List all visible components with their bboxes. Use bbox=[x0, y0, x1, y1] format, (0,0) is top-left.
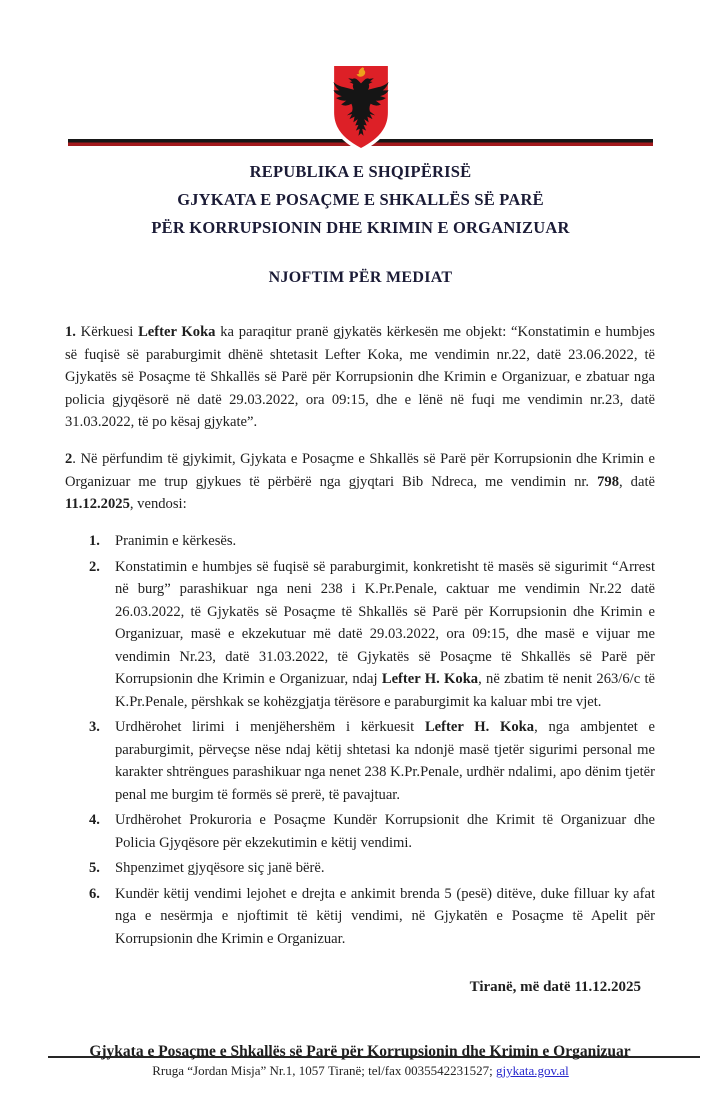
document-body bbox=[0, 321, 721, 1063]
header-line-republic: REPUBLIKA E SHQIPËRISË bbox=[249, 162, 472, 181]
place-date-line: Tiranë, më datë 11.12.2025 bbox=[469, 979, 641, 996]
footer-rule bbox=[48, 1056, 700, 1058]
page-footer bbox=[0, 1056, 721, 1079]
decision-list-item: Urdhërohet lirimi i menjëhershëm i kërkuesit Lefter H. Koka, nga ambjentet e paraburgimit, përveçse nëse ndaj këtij shtetasi ka ndonjë masë tjetër sigurimi personal me karakter shtrëngues parashikuar nga nenet 238 K.Pr.Penale, urdhër ndalimi, apo dënim tjetër penal me burgim të formës së prerë, të pavajtuar. bbox=[115, 719, 655, 803]
albania-coat-of-arms-icon bbox=[329, 62, 393, 152]
court-website-link[interactable]: gjykata.gov.al bbox=[495, 1063, 569, 1078]
decision-list-item: Kundër këtij vendimi lejohet e drejta e ankimit brenda 5 (pesë) ditëve, duke filluar ky afat nga e nesërmja e njoftimit të këtij vendimi, në Gjykatën e Posaçme të Apelit për Korrupsionin dhe Krimin e Organizuar. bbox=[115, 885, 655, 947]
decision-list-item: Urdhërohet Prokuroria e Posaçme Kundër Korrupsionit dhe Krimit të Organizuar dhe Policia Gjyqësore për ekzekutimin e këtij vendimi. bbox=[115, 812, 655, 851]
footer-address-text: Rruga “Jordan Misja” Nr.1, 1057 Tiranë; tel/fax 0035542231527; bbox=[152, 1063, 496, 1078]
court-header bbox=[0, 158, 721, 242]
paragraph-verdict-intro: 2. Në përfundim të gjykimit, Gjykata e Posaçme e Shkallës së Parë për Korrupsionin dhe Krimin e Organizuar me trup gjykues të përbërë nga gjyqtari Bib Ndreca, me vendimin nr. 798, datë 11.12.2025, vendosi: bbox=[65, 451, 655, 513]
decision-list bbox=[89, 530, 655, 950]
crest-area bbox=[0, 0, 721, 150]
header-line-jurisdiction: PËR KORRUPSIONIN DHE KRIMIN E ORGANIZUAR bbox=[151, 218, 570, 237]
decision-list-item: Pranimin e kërkesës. bbox=[115, 533, 237, 550]
header-line-court: GJYKATA E POSAÇME E SHKALLËS SË PARË bbox=[177, 190, 544, 209]
paragraph-request: 1. Kërkuesi Lefter Koka ka paraqitur pranë gjykatës kërkesën me objekt: “Konstatimin e humbjes së fuqisë së paraburgimit dhënë shtetasit Lefter Koka, me vendimin nr.22, datë 23.06.2022, të Gjykatës së Posaçme të Shkallës së Parë për Korrupsionin dhe Krimin e Organizuar, e zbatuar nga policia gjyqësorë në datë 29.03.2022, ora 09:15, dhe e lënë në fuqi me vendimin nr.23, datë 31.03.2022, të po kësaj gjykate”. bbox=[65, 324, 655, 430]
document-title: NJOFTIM PËR MEDIAT bbox=[268, 269, 453, 286]
court-signature-line: Gjykata e Posaçme e Shkallës së Parë për Korrupsionin dhe Krimin e Organizuar bbox=[89, 1042, 631, 1060]
decision-list-item: Konstatimin e humbjes së fuqisë së paraburgimit, konkretisht të masës së sigurimit “Arrest në burg” parashikuar nga neni 238 i K.Pr.Penale, caktuar me vendimin Nr.22 datë 26.03.2022, të Gjykatës së Posaçme të Shkallës së Parë për Korrupsionin dhe Krimin e Organizuar, masë e ekzekutuar më datë 29.03.2022, ora 09:15, dhe masë e vijuar me vendimin Nr.23, datë 31.03.2022, të Gjykatës së Posaçme të Shkallës së Parë për Korrupsionin dhe Krimin e Organizuar, ndaj Lefter H. Koka, në zbatim të nenit 263/6/c të K.Pr.Penale, përshkak se kohëzgjatja tërësore e paraburgimit ka kaluar mbi tre vjet. bbox=[115, 558, 655, 710]
footer-address bbox=[0, 1063, 721, 1079]
decision-list-item: Shpenzimet gjyqësore siç janë bërë. bbox=[115, 860, 325, 877]
